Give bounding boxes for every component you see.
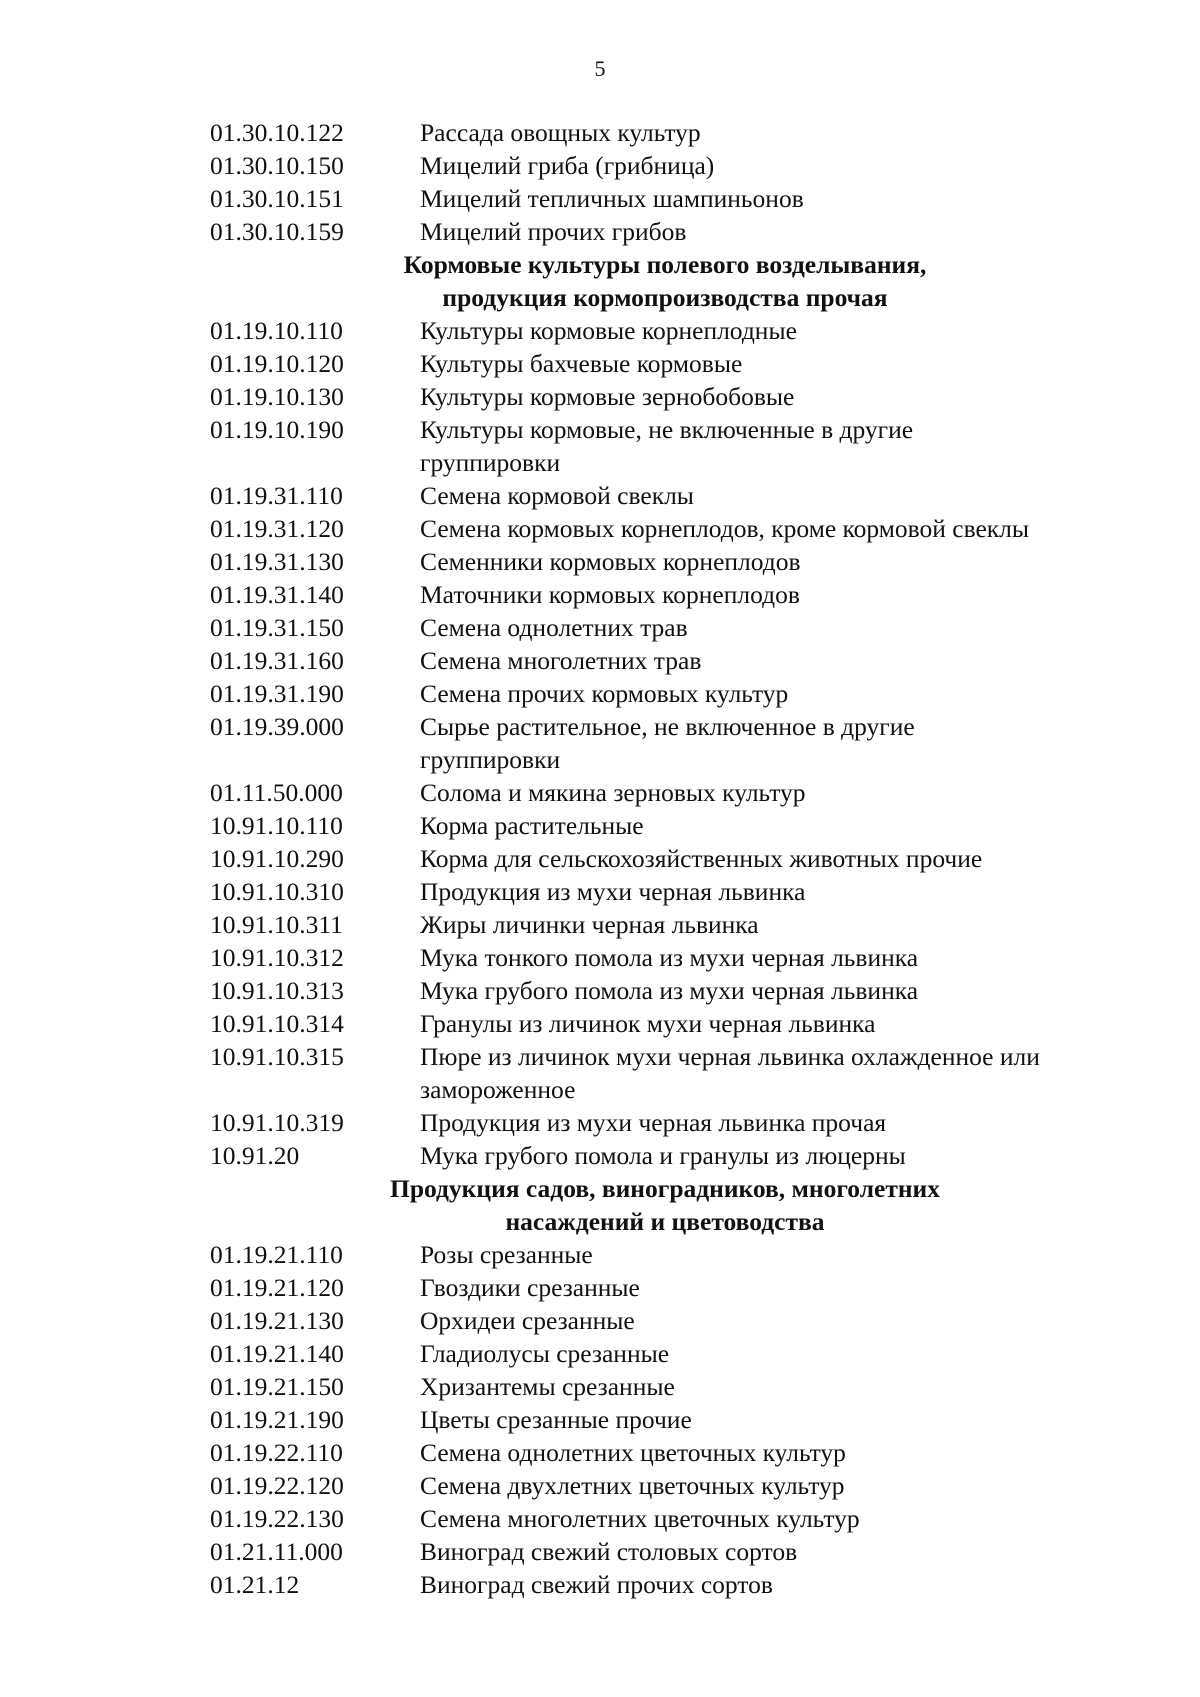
item-code: 01.19.21.150 [210,1372,344,1401]
item-name: Семена кормовых корнеплодов, кроме кормовой свеклы [420,514,1030,543]
item-code: 01.19.10.190 [210,415,344,444]
item-name: Культуры кормовые корнеплодные [420,316,797,345]
item-name: Виноград свежий прочих сортов [420,1570,773,1599]
item-code: 01.19.21.140 [210,1339,344,1368]
item-name: Продукция из мухи черная львинка прочая [420,1108,887,1137]
list-item [210,974,1120,1007]
item-code: 01.19.22.130 [210,1504,344,1533]
list-item [210,677,1120,710]
item-name: Мука грубого помола из мухи черная львинка [420,976,919,1005]
list-item [210,1535,1120,1568]
list-item [210,215,1120,248]
item-name: Культуры кормовые зернобобовые [420,382,795,411]
list-item [210,1337,1120,1370]
item-code: 10.91.10.312 [210,943,344,972]
list-item [210,1139,1120,1172]
item-code: 01.19.21.130 [210,1306,344,1335]
item-name: Гладиолусы срезанные [420,1339,670,1368]
list-item [210,545,1120,578]
item-code: 01.19.31.190 [210,679,344,708]
classifier-list [210,116,1120,1601]
item-code: 10.91.10.310 [210,877,344,906]
item-code: 01.30.10.150 [210,151,344,180]
item-code: 10.91.10.313 [210,976,344,1005]
item-name: Рассада овощных культур [420,118,701,147]
item-code: 01.19.31.140 [210,580,344,609]
item-name: Маточники кормовых корнеплодов [420,580,800,609]
item-name: Корма растительные [420,811,644,840]
item-code: 01.19.21.190 [210,1405,344,1434]
item-code: 10.91.10.319 [210,1108,344,1137]
item-name: Семенники кормовых корнеплодов [420,547,801,576]
section-heading: Кормовые культуры полевого возделывания, продукция кормопроизводства прочая [403,250,927,312]
item-name: Виноград свежий столовых сортов [420,1537,798,1566]
item-code: 01.19.31.120 [210,514,344,543]
item-name: Цветы срезанные прочие [420,1405,692,1434]
list-item [210,1403,1120,1436]
list-item [210,182,1120,215]
list-item [210,875,1120,908]
list-item [210,1238,1120,1271]
item-name: Мука грубого помола и гранулы из люцерны [420,1141,906,1170]
item-name: Семена двухлетних цветочных культур [420,1471,845,1500]
list-item [210,578,1120,611]
item-code: 01.30.10.151 [210,184,344,213]
item-code: 01.19.31.110 [210,481,343,510]
item-name: Жиры личинки черная львинка [420,910,759,939]
list-item [210,347,1120,380]
item-name: Семена многолетних трав [420,646,702,675]
item-code: 01.19.10.110 [210,316,343,345]
item-code: 01.30.10.159 [210,217,344,246]
list-item [210,1304,1120,1337]
list-item [210,314,1120,347]
list-item [210,1469,1120,1502]
list-item [210,710,1120,776]
item-name: Гвоздики срезанные [420,1273,640,1302]
item-code: 01.30.10.122 [210,118,344,147]
list-item [210,941,1120,974]
list-item [210,1007,1120,1040]
item-name: Культуры кормовые, не включенные в другие группировки [420,415,914,477]
item-name: Мицелий гриба (грибница) [420,151,715,180]
list-item [210,1040,1120,1106]
list-item [210,1271,1120,1304]
item-code: 01.19.10.130 [210,382,344,411]
list-item [210,1436,1120,1469]
list-item [210,842,1120,875]
item-name: Семена однолетних трав [420,613,688,642]
item-name: Орхидеи срезанные [420,1306,635,1335]
item-code: 01.19.39.000 [210,712,344,741]
list-item [210,908,1120,941]
item-name: Мицелий прочих грибов [420,217,687,246]
list-item [210,413,1120,479]
list-item [210,512,1120,545]
item-code: 01.19.22.110 [210,1438,343,1467]
list-item [210,479,1120,512]
item-code: 01.19.21.120 [210,1273,344,1302]
item-code: 01.21.11.000 [210,1537,343,1566]
item-code: 01.19.31.130 [210,547,344,576]
item-code: 01.19.31.150 [210,613,344,642]
item-name: Солома и мякина зерновых культур [420,778,806,807]
list-item [210,116,1120,149]
list-item [210,1370,1120,1403]
item-name: Гранулы из личинок мухи черная львинка [420,1009,876,1038]
list-item [210,1106,1120,1139]
item-name: Семена кормовой свеклы [420,481,694,510]
list-item [210,611,1120,644]
item-name: Семена однолетних цветочных культур [420,1438,846,1467]
list-item [210,809,1120,842]
item-name: Семена прочих кормовых культур [420,679,789,708]
list-item [210,1568,1120,1601]
item-code: 01.19.31.160 [210,646,344,675]
item-name: Культуры бахчевые кормовые [420,349,743,378]
item-code: 01.19.22.120 [210,1471,344,1500]
list-item [210,644,1120,677]
item-name: Семена многолетних цветочных культур [420,1504,860,1533]
item-code: 01.19.10.120 [210,349,344,378]
list-item [210,1502,1120,1535]
item-code: 10.91.10.110 [210,811,343,840]
item-code: 10.91.10.311 [210,910,343,939]
list-item [210,380,1120,413]
item-name: Корма для сельскохозяйственных животных прочие [420,844,983,873]
item-code: 10.91.20 [210,1141,300,1170]
list-item [210,149,1120,182]
item-name: Пюре из личинок мухи черная львинка охлажденное или замороженное [420,1042,1040,1104]
page-number: 5 [594,56,606,81]
item-code: 01.11.50.000 [210,778,343,807]
item-code: 10.91.10.315 [210,1042,344,1071]
item-name: Мука тонкого помола из мухи черная львинка [420,943,919,972]
item-code: 01.19.21.110 [210,1240,343,1269]
item-name: Сырье растительное, не включенное в другие группировки [420,712,915,774]
item-code: 10.91.10.290 [210,844,344,873]
item-name: Продукция из мухи черная львинка [420,877,806,906]
item-name: Хризантемы срезанные [420,1372,675,1401]
item-name: Розы срезанные [420,1240,593,1269]
list-item [210,776,1120,809]
section-heading: Продукция садов, виноградников, многолетних насаждений и цветоводства [390,1174,940,1236]
item-code: 10.91.10.314 [210,1009,344,1038]
item-name: Мицелий тепличных шампиньонов [420,184,804,213]
item-code: 01.21.12 [210,1570,300,1599]
